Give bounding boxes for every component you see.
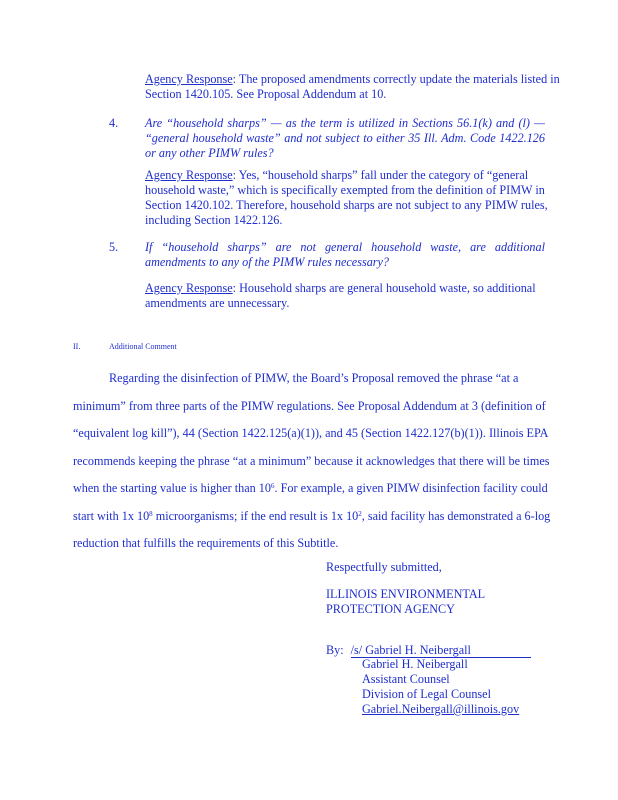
exponent: 8 xyxy=(149,509,153,518)
comment-text: . For example, a given PIMW disinfection facility could xyxy=(274,481,548,495)
comment-line: “equivalent log kill”), 44 (Section 1422.125(a)(1)), and 45 (Section 1422.127(b)(1)). Illinois EPA xyxy=(73,426,549,440)
comment-text: when the starting value is higher than 10 xyxy=(73,481,271,495)
signer-name: Gabriel H. Neibergall xyxy=(362,657,468,671)
comment-line: minimum” from three parts of the PIMW regulations. See Proposal Addendum at 3 (definition of xyxy=(73,398,546,413)
response-text: : Household sharps are general household waste, so additional amendments are unnecessary. xyxy=(145,281,536,310)
org-line: PROTECTION AGENCY xyxy=(326,602,455,616)
response-text: : Yes, “household sharps” fall under the category of “general household waste,” which is specifically exempted from the definition of PIMW in Section 1420.102. Therefore, household sharps are not subject to any PIMW rules, including Section 1422.126. xyxy=(145,168,548,227)
signer-title: Assistant Counsel xyxy=(362,672,450,686)
organization xyxy=(326,587,485,617)
by-line xyxy=(326,643,531,658)
closing: Respectfully submitted, xyxy=(326,560,442,574)
comment-line: recommends keeping the phrase “at a minimum” because it acknowledges that there will be times xyxy=(73,453,550,468)
exponent: 6 xyxy=(271,482,275,490)
response-label: Agency Response xyxy=(145,281,233,295)
response-label: Agency Response xyxy=(145,168,233,182)
question-5: If “household sharps” are not general household waste, are additional amendments to any of the PIMW rules necessary? xyxy=(145,240,545,269)
section-heading: Additional Comment xyxy=(109,342,177,351)
org-line: ILLINOIS ENVIRONMENTAL xyxy=(326,587,486,601)
question-number: 4. xyxy=(109,116,119,130)
comment-text: start with 1x 10 xyxy=(73,508,150,523)
comment-line xyxy=(73,503,613,531)
comment-text: microorganisms; if the end result is 1x 10 xyxy=(152,508,359,523)
signer-division: Division of Legal Counsel xyxy=(362,687,491,701)
comment-line: reduction that fulfills the requirements of this Subtitle. xyxy=(73,536,339,550)
exponent: 2 xyxy=(358,509,362,518)
response-text: : The proposed amendments correctly update the materials listed in Section 1420.105. See Proposal Addendum at 10. xyxy=(145,72,560,101)
question-number: 5. xyxy=(109,240,119,254)
by-label: By: xyxy=(326,643,344,657)
comment-line: Regarding the disinfection of PIMW, the Board’s Proposal removed the phrase “at a xyxy=(109,371,519,385)
question-4: Are “household sharps” — as the term is utilized in Sections 56.1(k) and (l) — “general household waste” and not subject to either 35 Ill. Adm. Code 1422.126 or any other PIMW rules? xyxy=(145,116,545,160)
signer-details xyxy=(362,657,519,717)
signature-line xyxy=(351,643,531,658)
comment-line xyxy=(73,475,613,503)
comment-paragraph xyxy=(73,365,613,558)
signed-name: /s/ Gabriel H. Neibergall xyxy=(350,643,471,657)
agency-response-4 xyxy=(145,168,560,228)
comment-text: , said facility has demonstrated a 6-log xyxy=(361,508,551,523)
agency-response-3 xyxy=(145,72,585,102)
agency-response-5 xyxy=(145,281,585,311)
section-number: II. xyxy=(73,342,81,351)
signer-email[interactable]: Gabriel.Neibergall@illinois.gov xyxy=(362,702,520,716)
response-label: Agency Response xyxy=(145,72,233,86)
